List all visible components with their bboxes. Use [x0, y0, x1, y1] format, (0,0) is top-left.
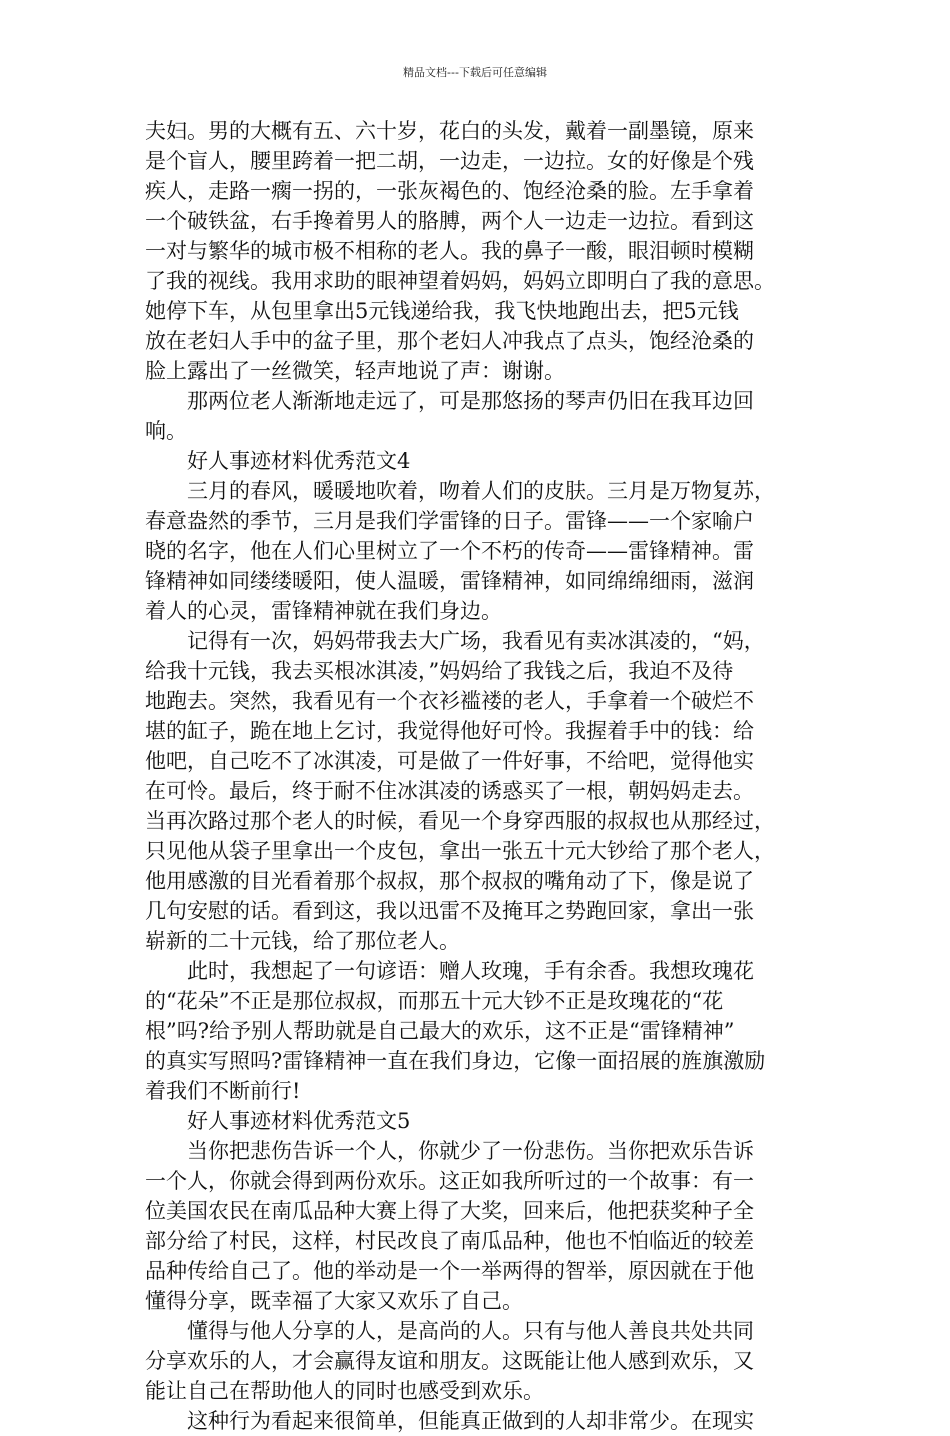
text-line: 分享欢乐的人，才会赢得友谊和朋友。这既能让他人感到欢乐，又: [145, 1349, 754, 1373]
text-line: 这种行为看起来很简单，但能真正做到的人却非常少。在现实: [145, 1409, 754, 1433]
text-line: 他吧，自己吃不了冰淇凌，可是做了一件好事，不给吧，觉得他实: [145, 749, 754, 773]
text-line: 那两位老人渐渐地走远了，可是那悠扬的琴声仍旧在我耳边回: [145, 389, 754, 413]
text-line: 响。: [145, 419, 187, 443]
text-line: 当再次路过那个老人的时候，看见一个身穿西服的叔叔也从那经过，: [145, 809, 775, 833]
text-line: 几句安慰的话。看到这，我以迅雷不及掩耳之势跑回家，拿出一张: [145, 899, 754, 923]
text-line: 春意盎然的季节，三月是我们学雷锋的日子。雷锋——一个家喻户: [145, 509, 754, 533]
text-line: 地跑去。突然，我看见有一个衣衫褴褛的老人，手拿着一个破烂不: [145, 689, 754, 713]
text-line: 位美国农民在南瓜品种大赛上得了大奖，回来后，他把获奖种子全: [145, 1199, 754, 1223]
text-line: 了我的视线。我用求助的眼神望着妈妈，妈妈立即明白了我的意思。: [145, 269, 775, 293]
text-line: 好人事迹材料优秀范文5: [145, 1109, 411, 1133]
text-line: 他用感激的目光看着那个叔叔，那个叔叔的嘴角动了下，像是说了: [145, 869, 754, 893]
text-line: 她停下车，从包里拿出5元钱递给我，我飞快地跑出去，把5元钱: [145, 299, 739, 323]
text-line: 的真实写照吗?雷锋精神一直在我们身边，它像一面招展的旌旗激励: [145, 1049, 766, 1073]
text-line: 此时，我想起了一句谚语：赠人玫瑰，手有余香。我想玫瑰花: [145, 959, 754, 983]
text-line: 一个人，你就会得到两份欢乐。这正如我所听过的一个故事：有一: [145, 1169, 754, 1193]
text-line: 放在老妇人手中的盆子里，那个老妇人冲我点了点头，饱经沧桑的: [145, 329, 754, 353]
text-line: 一个破铁盆，右手搀着男人的胳膊，两个人一边走一边拉。看到这: [145, 209, 754, 233]
text-line: 三月的春风，暖暖地吹着，吻着人们的皮肤。三月是万物复苏，: [145, 479, 775, 503]
text-line: 着人的心灵，雷锋精神就在我们身边。: [145, 599, 502, 623]
text-line: 记得有一次，妈妈带我去大广场，我看见有卖冰淇凌的，“妈，: [145, 629, 765, 653]
text-line: 夫妇。男的大概有五、六十岁，花白的头发，戴着一副墨镜，原来: [145, 119, 754, 143]
text-line: 根”吗?给予别人帮助就是自己最大的欢乐，这不正是“雷锋精神”: [145, 1019, 735, 1043]
text-line: 疾人，走路一瘸一拐的，一张灰褐色的、饱经沧桑的脸。左手拿着: [145, 179, 754, 203]
text-line: 锋精神如同缕缕暖阳，使人温暖，雷锋精神，如同绵绵细雨，滋润: [145, 569, 754, 593]
text-line: 给我十元钱，我去买根冰淇凌，”妈妈给了我钱之后，我迫不及待: [145, 659, 734, 683]
text-line: 懂得与他人分享的人，是高尚的人。只有与他人善良共处共同: [145, 1319, 754, 1343]
text-line: 堪的缸子，跪在地上乞讨，我觉得他好可怜。我握着手中的钱：给: [145, 719, 754, 743]
text-line: 着我们不断前行!: [145, 1079, 301, 1103]
page-header: 精品文档---下载后可任意编辑: [403, 66, 547, 79]
text-line: 崭新的二十元钱，给了那位老人。: [145, 929, 460, 953]
text-line: 当你把悲伤告诉一个人，你就少了一份悲伤。当你把欢乐告诉: [145, 1139, 754, 1163]
text-line: 是个盲人，腰里跨着一把二胡，一边走，一边拉。女的好像是个残: [145, 149, 754, 173]
text-line: 一对与繁华的城市极不相称的老人。我的鼻子一酸，眼泪顿时模糊: [145, 239, 754, 263]
text-line: 在可怜。最后，终于耐不住冰淇凌的诱惑买了一根，朝妈妈走去。: [145, 779, 754, 803]
text-line: 晓的名字，他在人们心里树立了一个不朽的传奇——雷锋精神。雷: [145, 539, 754, 563]
document-body: [145, 116, 825, 1436]
text-line: 能让自己在帮助他人的同时也感受到欢乐。: [145, 1379, 544, 1403]
text-line: 懂得分享，既幸福了大家又欢乐了自己。: [145, 1289, 523, 1313]
text-line: 品种传给自己了。他的举动是一个一举两得的智举，原因就在于他: [145, 1259, 754, 1283]
text-line: 好人事迹材料优秀范文4: [145, 449, 411, 473]
text-line: 脸上露出了一丝微笑，轻声地说了声：谢谢。: [145, 359, 565, 383]
text-line: 只见他从袋子里拿出一个皮包，拿出一张五十元大钞给了那个老人，: [145, 839, 775, 863]
text-line: 部分给了村民，这样，村民改良了南瓜品种，他也不怕临近的较差: [145, 1229, 754, 1253]
text-line: 的“花朵”不正是那位叔叔，而那五十元大钞不正是玫瑰花的“花: [145, 989, 724, 1013]
